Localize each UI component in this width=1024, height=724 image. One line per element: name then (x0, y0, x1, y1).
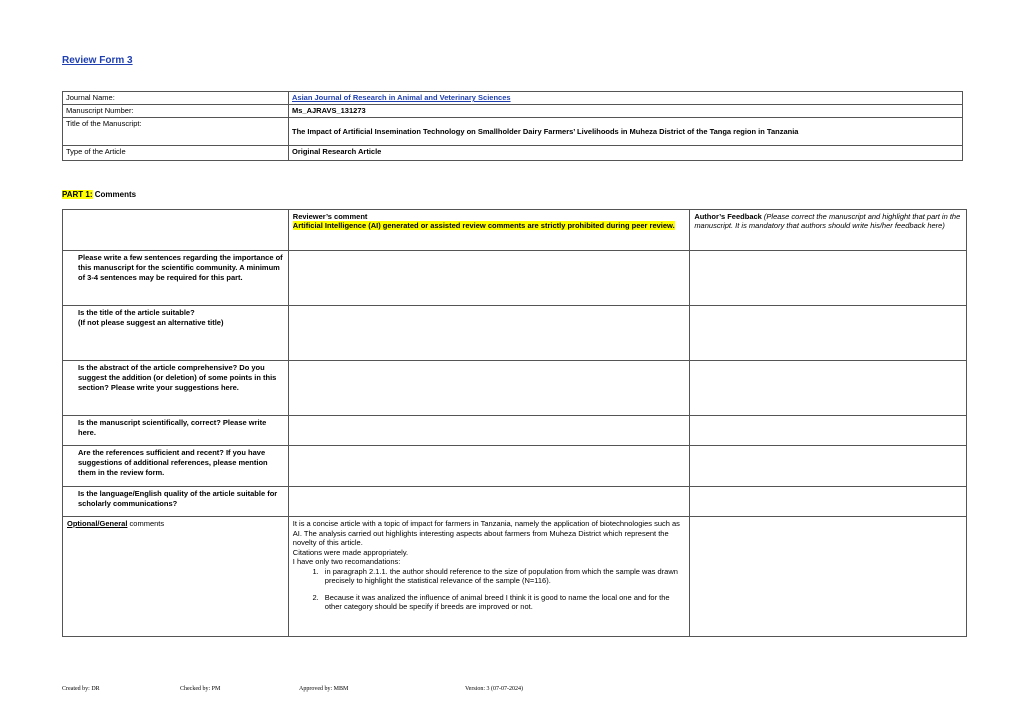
journal-link[interactable]: Asian Journal of Research in Animal and Veterinary Sciences (292, 93, 511, 102)
part-label: PART 1: (62, 190, 93, 199)
part-title: Comments (92, 190, 137, 199)
manuscript-number-label: Manuscript Number: (63, 105, 289, 118)
recommendations-list (321, 567, 686, 612)
importance-reviewer-cell[interactable] (288, 251, 690, 306)
scientific-question: Is the manuscript scientifically, correct? Please write here. (63, 416, 289, 446)
manuscript-title-row (63, 118, 963, 146)
article-type-row (63, 146, 963, 161)
comments-table (62, 209, 967, 637)
title-reviewer-cell[interactable] (288, 306, 690, 361)
footer-created: Created by: DR (62, 686, 100, 692)
title-row (63, 306, 967, 361)
journal-row (63, 92, 963, 105)
language-row (63, 487, 967, 517)
title-question-line1: Is the title of the article suitable? (78, 308, 195, 317)
journal-label: Journal Name: (63, 92, 289, 105)
abstract-reviewer-cell[interactable] (288, 361, 690, 416)
recommendation-item: 2. Because it was analized the influence of animal breed I think it is good to name the local one and for the other category should be specify if breeds are improved or not. (321, 593, 686, 612)
importance-question: Please write a few sentences regarding the importance of this manuscript for the scientific community. A minimum of 3-4 sentences may be required for this part. (63, 251, 289, 306)
manuscript-number-value: Ms_AJRAVS_131273 (289, 105, 963, 118)
header-empty-cell (63, 210, 289, 251)
importance-author-cell[interactable] (690, 251, 967, 306)
references-question: Are the references sufficient and recent? If you have suggestions of additional references, please mention them in the review form. (63, 446, 289, 487)
language-reviewer-cell[interactable] (288, 487, 690, 517)
journal-info-table (62, 91, 963, 161)
scientific-author-cell[interactable] (690, 416, 967, 446)
optional-label-suffix: comments (127, 519, 165, 528)
optional-row (63, 517, 967, 637)
optional-paragraph-1: It is a concise article with a topic of impact for farmers in Tanzania, namely the application of biotechnologies such as AI. The analysis carried out highlights interesting aspects about farmers from Muheza District which represent the novelty of this article. (292, 519, 680, 547)
reviewer-comment-header (288, 210, 690, 251)
optional-paragraph-3: I have only two recomandations: (292, 557, 401, 566)
language-author-cell[interactable] (690, 487, 967, 517)
optional-paragraph-2: Citations were made appropriately. (292, 547, 409, 557)
references-author-cell[interactable] (690, 446, 967, 487)
abstract-question: Is the abstract of the article comprehensive? Do you suggest the addition (or deletion) of some points in this section? Please write your suggestions here. (63, 361, 289, 416)
importance-row (63, 251, 967, 306)
title-author-cell[interactable] (690, 306, 967, 361)
footer-checked: Checked by: PM (180, 686, 221, 692)
scientific-row (63, 416, 967, 446)
optional-author-cell[interactable] (690, 517, 967, 637)
journal-value (289, 92, 963, 105)
article-type-label: Type of the Article (63, 146, 289, 161)
scientific-reviewer-cell[interactable] (288, 416, 690, 446)
optional-label-bold: Optional/General (67, 519, 128, 528)
author-feedback-header (690, 210, 967, 251)
author-feedback-title: Author’s Feedback (694, 212, 762, 221)
reviewer-comment-title: Reviewer’s comment (292, 212, 368, 221)
manuscript-title-label: Title of the Manuscript: (63, 118, 289, 146)
form-title: Review Form 3 (62, 55, 133, 66)
footer-version: Version: 3 (07-07-2024) (465, 686, 523, 692)
language-question: Is the language/English quality of the article suitable for scholarly communications? (63, 487, 289, 517)
title-question (63, 306, 289, 361)
part-heading (62, 190, 136, 199)
article-type-value: Original Research Article (289, 146, 963, 161)
manuscript-number-row (63, 105, 963, 118)
references-row (63, 446, 967, 487)
title-question-line2: (If not please suggest an alternative title) (78, 318, 224, 327)
optional-label (63, 517, 289, 637)
optional-reviewer-comments[interactable] (288, 517, 690, 637)
footer-approved: Approved by: MBM (299, 686, 349, 692)
comments-header-row (63, 210, 967, 251)
references-reviewer-cell[interactable] (288, 446, 690, 487)
author-feedback-note: (Please correct the manuscript and highlight that part in the manuscript. It is mandatory that authors should write his/her feedback here) (694, 212, 961, 230)
manuscript-title-value: The Impact of Artificial Insemination Technology on Smallholder Dairy Farmers’ Livelihoods in Muheza District of the Tanga region in Tanzania (289, 118, 963, 146)
recommendation-item: 1. in paragraph 2.1.1. the author should reference to the size of population from which the sample was drawn precisely to highlight the statistical relevance of the sample (N=116). (321, 567, 686, 586)
abstract-row (63, 361, 967, 416)
abstract-author-cell[interactable] (690, 361, 967, 416)
ai-prohibition-notice: Artificial Intelligence (AI) generated or assisted review comments are strictly prohibited during peer review. (292, 221, 675, 230)
